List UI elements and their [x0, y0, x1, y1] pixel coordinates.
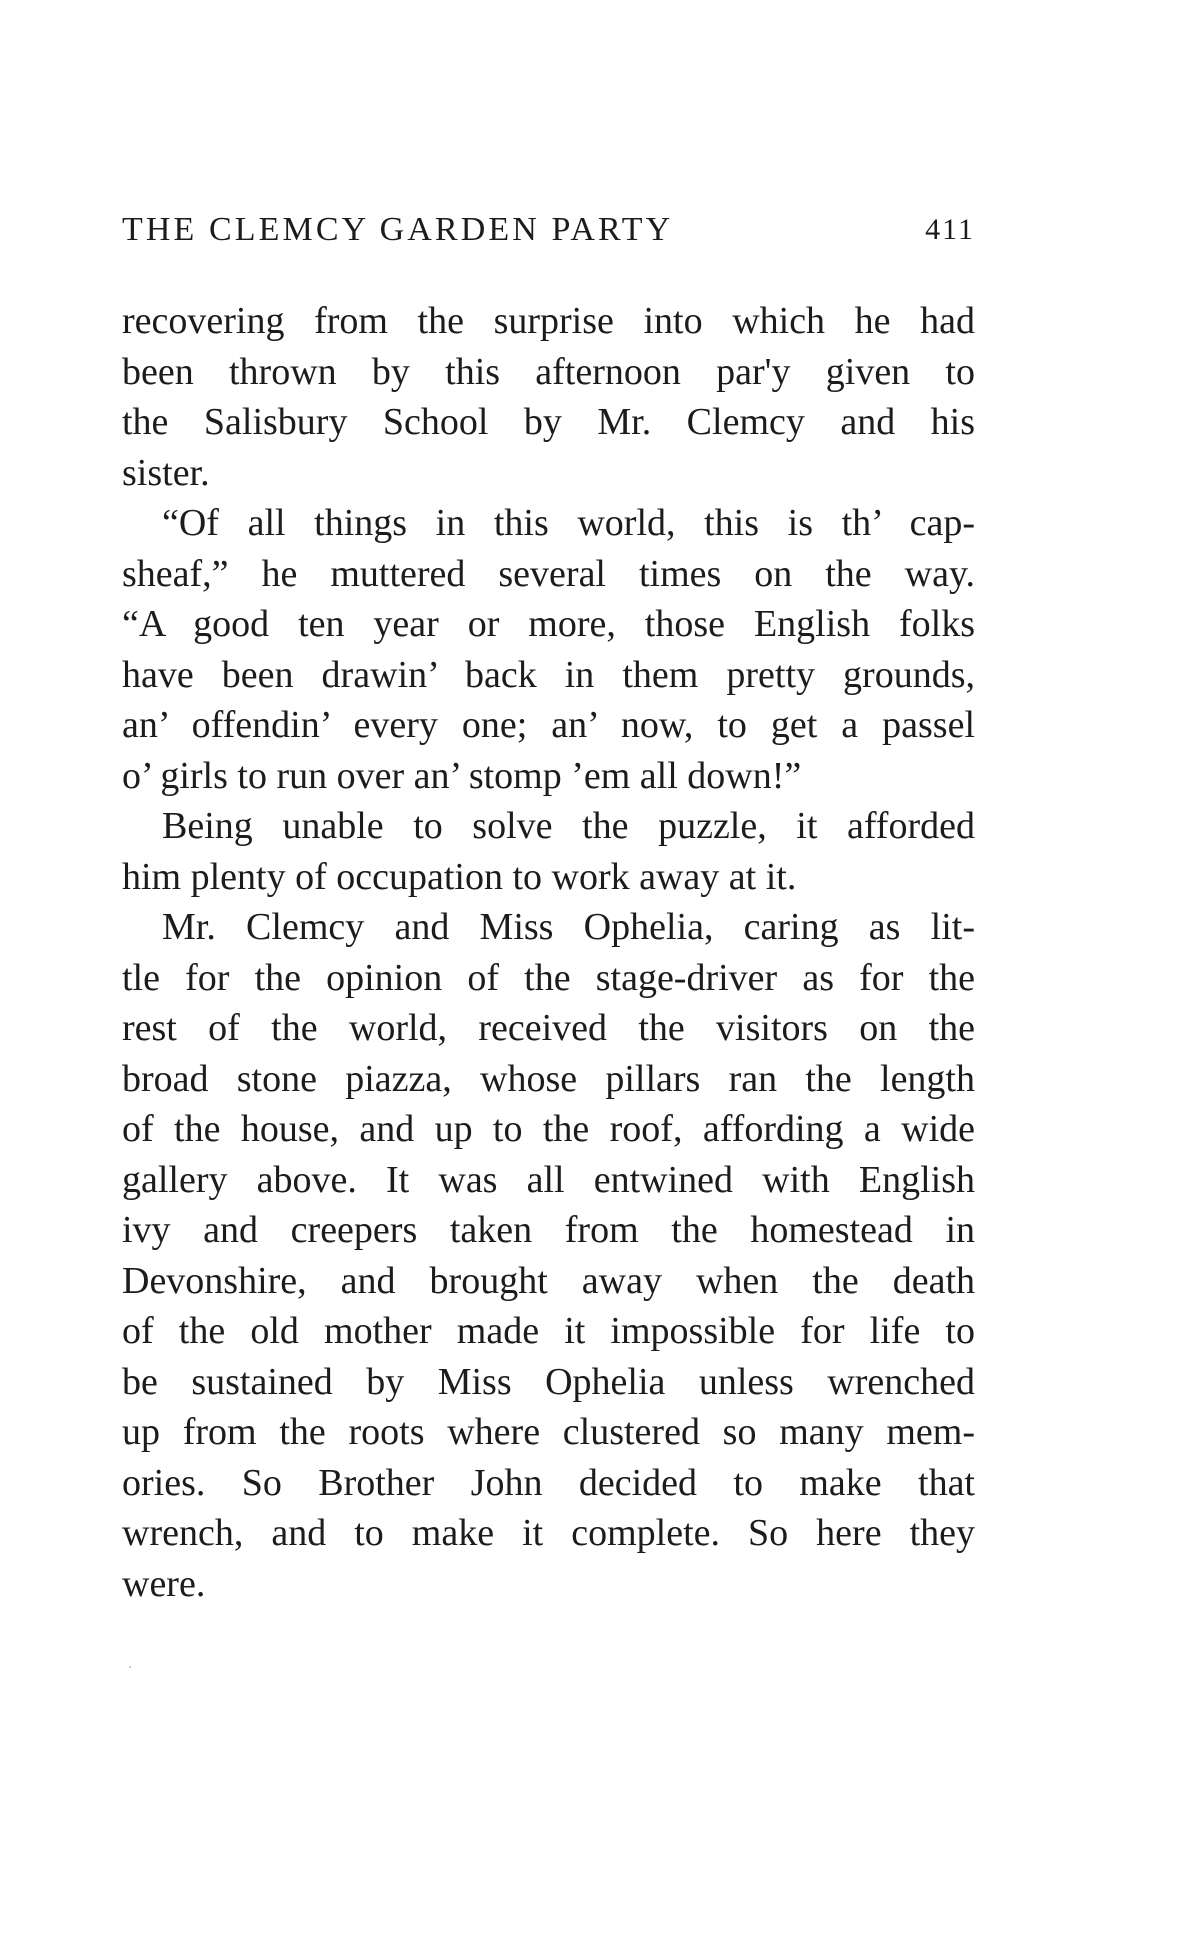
running-title: THE CLEMCY GARDEN PARTY	[122, 211, 674, 248]
body-text	[122, 296, 975, 1609]
scan-speck	[129, 1666, 131, 1668]
text-line: ories. So Brother John decided to make that	[122, 1461, 975, 1504]
text-line: an’ offendin’ every one; an’ now, to get a passel	[122, 704, 975, 746]
text-line: be sustained by Miss Ophelia unless wrenched	[122, 1360, 975, 1403]
running-head	[122, 205, 975, 255]
text-line: him plenty of occupation to work away at it.	[122, 855, 797, 898]
text-line: Devonshire, and brought away when the death	[122, 1259, 975, 1302]
text-line: of the old mother made it impossible for life to	[122, 1310, 975, 1352]
text-line: gallery above. It was all entwined with English	[122, 1158, 975, 1201]
text-line: “A good ten year or more, those English folks	[122, 603, 975, 645]
text-line: broad stone piazza, whose pillars ran the length	[122, 1057, 975, 1100]
text-line: rest of the world, received the visitors on the	[122, 1007, 975, 1049]
text-line: Mr. Clemcy and Miss Ophelia, caring as lit-	[162, 906, 975, 948]
text-line: tle for the opinion of the stage-driver as for the	[122, 956, 975, 999]
text-line: were.	[122, 1562, 206, 1605]
text-line: up from the roots where clustered so many mem-	[122, 1411, 975, 1453]
text-line: of the house, and up to the roof, affording a wide	[122, 1108, 975, 1150]
text-line: been thrown by this afternoon par'y given to	[122, 350, 975, 393]
text-line: “Of all things in this world, this is th’ cap-	[162, 502, 975, 544]
text-line: the Salisbury School by Mr. Clemcy and his	[122, 401, 975, 443]
text-line: sheaf,” he muttered several times on the way.	[122, 552, 975, 595]
text-line: wrench, and to make it complete. So here they	[122, 1512, 975, 1554]
text-line: recovering from the surprise into which he had	[122, 300, 975, 342]
text-line: sister.	[122, 451, 210, 494]
text-line: ivy and creepers taken from the homestead in	[122, 1209, 975, 1251]
text-line: Being unable to solve the puzzle, it afforded	[162, 805, 975, 847]
page-number: 411	[925, 213, 975, 246]
text-line: o’ girls to run over an’ stomp ’em all down!”	[122, 754, 802, 797]
text-line: have been drawin’ back in them pretty grounds,	[122, 653, 975, 696]
